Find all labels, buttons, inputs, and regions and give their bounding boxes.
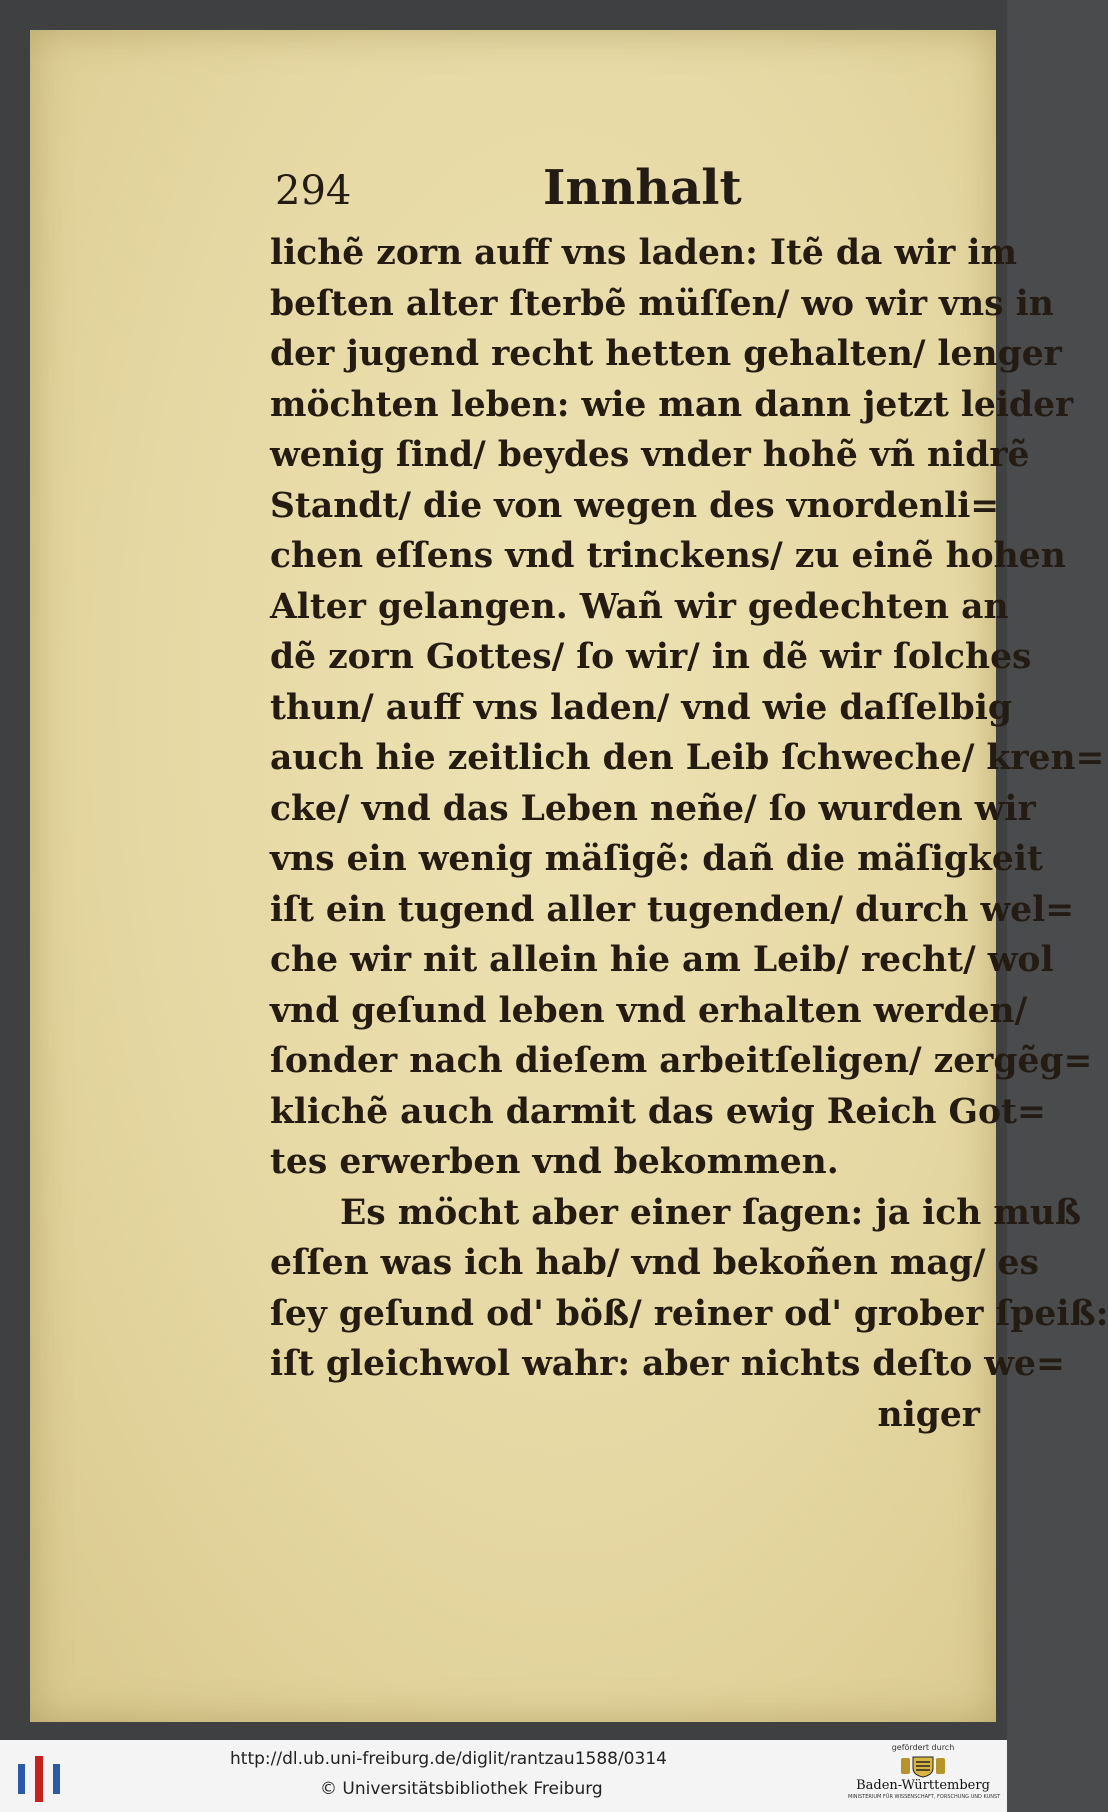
text-line: auch hie zeitlich den Leib ſchweche/ kren=	[270, 738, 1105, 778]
text-line: tes erwerben vnd bekommen.	[270, 1142, 839, 1182]
text-line: möchten leben: wie man dann jetzt leider	[270, 384, 1074, 425]
text-line: Alter gelangen. Wañ wir gedechten an	[270, 586, 1009, 627]
sponsor-name: Baden-Württemberg	[856, 1778, 990, 1793]
running-head: Innhalt	[543, 160, 742, 216]
permalink-url[interactable]: http://dl.ub.uni-freiburg.de/diglit/rantzau1588/0314	[230, 1749, 667, 1769]
text-line: Es möcht aber einer ſagen: ja ich muß	[340, 1192, 1082, 1233]
text-line: che wir nit allein hie am Leib/ recht/ wol	[270, 940, 1054, 980]
text-line: Standt/ die von wegen des vnordenli=	[270, 485, 1000, 526]
text-line: klichẽ auch darmit das ewig Reich Got=	[270, 1091, 1046, 1132]
text-line: cke/ vnd das Leben neñe/ ſo wurden wir	[270, 788, 1036, 829]
sponsor-ministry: MINISTERIUM FÜR WISSENSCHAFT, FORSCHUNG UND KUNST	[848, 1794, 1001, 1800]
sponsor-block	[848, 1743, 1001, 1809]
footer-bar	[0, 1740, 1007, 1812]
page-number: 294	[275, 168, 352, 214]
text-line: lichẽ zorn auff vns laden: Itẽ da wir im	[270, 233, 1017, 273]
text-line: eſſen was ich hab/ vnd bekoñen mag/ es	[270, 1243, 1039, 1283]
text-line: dẽ zorn Gottes/ ſo wir/ in dẽ wir ſolches	[270, 637, 1032, 677]
page-header	[245, 160, 965, 228]
text-line: ſey geſund od' böß/ reiner od' grober ſpeiß:	[270, 1293, 1108, 1334]
text-line: der jugend recht hetten gehalten/ lenger	[270, 334, 1062, 374]
text-line: wenig ſind/ beydes vnder hohẽ vñ nidrẽ	[270, 435, 1030, 475]
text-body	[270, 228, 1108, 1440]
text-line: ſonder nach dieſem arbeitſeligen/ zergẽg=	[270, 1041, 1093, 1081]
university-library-logo-icon	[14, 1754, 64, 1802]
coat-of-arms-icon	[899, 1754, 947, 1778]
text-line: vnd geſund leben vnd erhalten werden/	[270, 990, 1028, 1031]
text-line: chen eſſens vnd trinckens/ zu einẽ hohen	[270, 536, 1066, 576]
sponsor-label: gefördert durch	[891, 1743, 955, 1752]
text-line: iſt gleichwol wahr: aber nichts deſto we=	[270, 1344, 1065, 1384]
catchword: niger	[877, 1394, 980, 1435]
text-line: beſten alter ſterbẽ müſſen/ wo wir vns in	[270, 283, 1054, 324]
text-line: iſt ein tugend aller tugenden/ durch wel=	[270, 889, 1075, 930]
text-line: vns ein wenig mäſigẽ: dañ die mäſigkeit	[270, 839, 1043, 879]
text-line: thun/ auff vns laden/ vnd wie daſſelbig	[270, 687, 1012, 728]
copyright-notice: © Universitätsbibliothek Freiburg	[320, 1779, 603, 1799]
